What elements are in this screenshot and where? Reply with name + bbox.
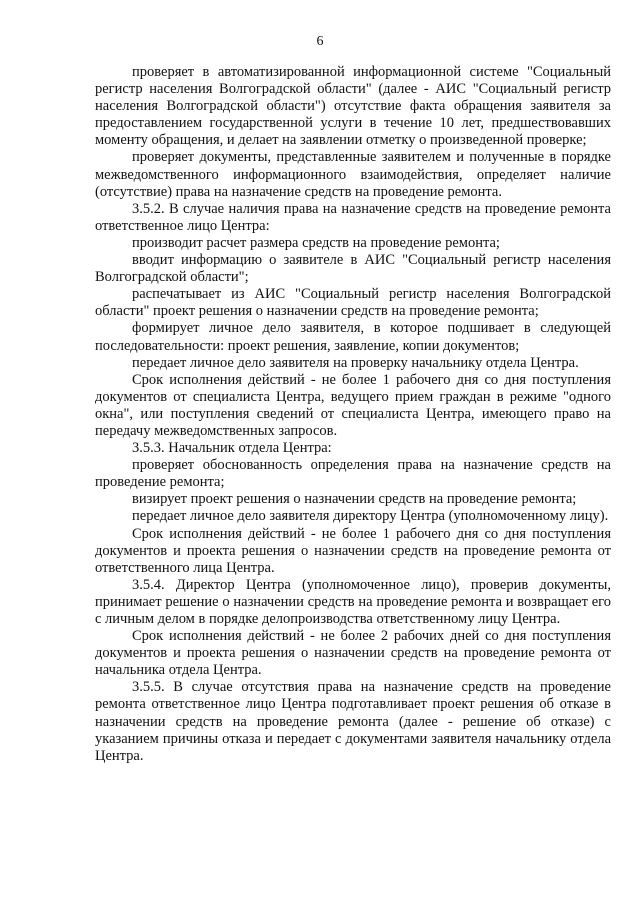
document-body	[95, 64, 611, 765]
page-number: 6	[316, 34, 324, 49]
paragraph-transfer-to-director: передает личное дело заявителя директору Центра (уполномоченному лицу).	[132, 508, 609, 525]
paragraph-3-5-5: 3.5.5. В случае отсутствия права на назначение средств на проведение ремонта ответственное лицо Центра подготавливает проект решения об отказе в назначении средств на проведение ремонта (далее - решение об отказе) с указанием причины отказа и передает с документами заявителя начальнику отдела Центра.	[95, 679, 611, 764]
paragraph-endorse-draft: визирует проект решения о назначении средств на проведение ремонта;	[132, 491, 577, 508]
paragraph-deadline-3: Срок исполнения действий - не более 2 рабочих дней со дня поступления документов и проекта решения о назначении средств на проведение ремонта от начальника отдела Центра.	[95, 628, 611, 679]
paragraph-calculate-amount: производит расчет размера средств на проведение ремонта;	[132, 234, 500, 251]
paragraph-3-5-4: 3.5.4. Директор Центра (уполномоченное лицо), проверив документы, принимает решение о назначении средств на проведение ремонта и возвращает его с личным делом в порядке делопроизводства ответственному лицу Центра.	[95, 576, 611, 627]
paragraph-deadline-1: Срок исполнения действий - не более 1 рабочего дня со дня поступления документов от специалиста Центра, ведущего прием граждан в режиме "одного окна", или поступления сведений от специалиста Центра, имеющего право на передачу межведомственных запросов.	[95, 371, 611, 439]
paragraph-transfer-to-head: передает личное дело заявителя на проверку начальнику отдела Центра.	[132, 354, 579, 371]
paragraph-form-personal-file: формирует личное дело заявителя, в которое подшивает в следующей последовательности: проект решения, заявление, копии документов;	[95, 320, 611, 354]
paragraph-3-5-3: 3.5.3. Начальник отдела Центра:	[132, 440, 332, 457]
paragraph-3-5-2: 3.5.2. В случае наличия права на назначение средств на проведение ремонта ответственное лицо Центра:	[95, 200, 611, 234]
paragraph-deadline-2: Срок исполнения действий - не более 1 рабочего дня со дня поступления документов и проекта решения о назначении средств на проведение ремонта от ответственного лица Центра.	[95, 525, 611, 576]
paragraph-verify-validity: проверяет обоснованность определения права на назначение средств на проведение ремонта;	[95, 457, 611, 491]
paragraph-check-ais-register: проверяет в автоматизированной информационной системе "Социальный регистр населения Волгоградской области" (далее - АИС "Социальный регистр населения Волгоградской области") отсутствие факта обращения заявителя за предоставлением государственной услуги в течение 10 лет, предшествовавших моменту обращения, и делает на заявлении отметку о произведенной проверке;	[95, 64, 611, 149]
paragraph-enter-info-ais: вводит информацию о заявителе в АИС "Социальный регистр населения Волгоградской области";	[95, 252, 611, 286]
paragraph-check-documents: проверяет документы, представленные заявителем и полученные в порядке межведомственного информационного взаимодействия, определяет наличие (отсутствие) права на назначение средств на проведение ремонта.	[95, 149, 611, 200]
paragraph-print-draft-decision: распечатывает из АИС "Социальный регистр населения Волгоградской области" проект решения о назначении средств на проведение ремонта;	[95, 286, 611, 320]
